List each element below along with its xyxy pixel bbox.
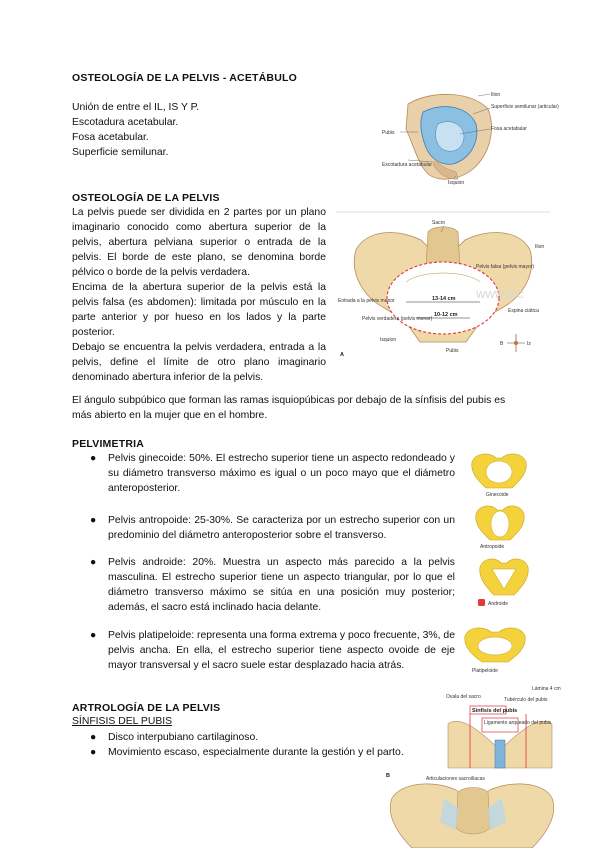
pelvis-figure: [336, 210, 550, 360]
fig-label-pelvis-falsa: Pelvis falsa (pelvis mayor): [476, 264, 535, 270]
osteologia-paragraph: Debajo se encuentra la pelvis verdadera, entrada a la pelvis, define el límite de otro plano imaginario denominado abertura inferior de la pelvis.: [72, 342, 326, 383]
compass-icon: [507, 334, 525, 352]
pelvimetria-text: Pelvis ginecoide: 50%. El estrecho superior tiene un aspecto redondeado y su diámetro transverso máximo es igual o un poco mayo que el diámetro anteroposterior.: [108, 453, 455, 494]
artrologia-item: [90, 745, 440, 760]
section-title-artrologia: ARTROLOGÍA DE LA PELVIS: [72, 702, 221, 714]
fig-label-top1: Ovala del sacro: [446, 694, 481, 700]
sinfisis-figure: [442, 684, 561, 768]
pelvimetria-text: Pelvis androide: 20%. Muestra un aspecto más parecido a la pelvis masculina. El estrecho superior tiene un aspecto triangular, por lo que el diámetro transverso máximo se sitúa en una posición muy posterior; además, el sacro está inclinado hacia delante.: [108, 557, 455, 613]
sinfisis-subtitle-text: SÍNFISIS DEL PUBIS: [72, 716, 173, 727]
video-icon: [478, 599, 485, 606]
fig-label-box2: Ligamento arqueado del pubis: [484, 720, 552, 726]
fig-label-antropoide: Antropoide: [480, 544, 505, 550]
acetabulo-line: Unión de entre el IL, IS Y P.: [72, 102, 200, 113]
fig-label-box1: Sínfisis del pubis: [472, 708, 518, 714]
fig-compass-iz: Iz: [527, 341, 531, 347]
fig-label-sacro: Sacro: [432, 220, 446, 226]
fig-label-ginecoide: Ginecoide: [486, 492, 509, 498]
fig-label-verdadera: Pelvis verdadera (pelvis menor): [362, 316, 433, 322]
fig-label-platipeloide: Platipeloide: [472, 668, 498, 674]
fig-label-espina: Espina ciática: [508, 308, 539, 314]
pelvis-antropoide-figure: [472, 500, 528, 550]
fig-label-escotadura: Escotadura acetabular: [382, 162, 433, 168]
fig-label-fosa: Fosa acetabular: [491, 126, 527, 132]
fig-label-artic: Articulaciones sacroilíacas: [426, 776, 485, 782]
pelvis-androide-figure: [476, 553, 532, 611]
pelvimetria-text: Pelvis antropoide: 25-30%. Se caracteriza por un estrecho superior con un predominio del diámetro anteroposterior sobre el transverso.: [108, 515, 455, 541]
section-title-acetabulo: OSTEOLOGÍA DE LA PELVIS - ACETÁBULO: [72, 72, 297, 84]
artrologia-item: [90, 730, 440, 745]
fig-label-top2: Tubérculo del pubis: [504, 697, 548, 703]
artrologia-text: Disco interpubiano cartilaginoso.: [108, 732, 259, 743]
pelvimetria-item: [90, 513, 455, 543]
bullet-icon: ●: [90, 515, 97, 526]
acetabulo-list: [72, 100, 372, 160]
section-title-osteologia: OSTEOLOGÍA DE LA PELVIS: [72, 192, 220, 204]
sacroiliac-figure: [382, 768, 558, 848]
fig-label-d1: 13-14 cm: [432, 296, 456, 302]
acetabulo-line: Escotadura acetabular.: [72, 117, 179, 128]
acetabulo-line: Fosa acetabular.: [72, 132, 149, 143]
pelvimetria-item: [90, 451, 455, 496]
fig-label-pubis: Pubis: [382, 130, 395, 136]
fig-label-entrada: Entrada a la pelvis menor: [338, 298, 395, 304]
bullet-icon: ●: [90, 747, 97, 758]
fig-label-androide: Androide: [488, 601, 509, 607]
artrologia-text: Movimiento escaso, especialmente durante la gestión y el parto.: [108, 747, 404, 758]
fig-label-pubis: Pubis: [446, 348, 459, 354]
osteologia-paragraph: Encima de la abertura superior de la pelvis está la pelvis falsa (es abdomen): limitada por músculo en la parte anterior y por hueso en los lados y la parte posterior.: [72, 282, 326, 338]
fig-label-ilion: Ilion: [491, 92, 501, 98]
pelvimetria-text: Pelvis platipeloide: representa una forma extrema y poco frecuente, 3%, de pelvis ancha. En ella, el estrecho superior tiene aspecto ovoide de eje mayor transversal y el sacro suele estar desplazado hacia atrás.: [108, 630, 455, 671]
fig-label-d2: 10-12 cm: [434, 312, 458, 318]
fig-watermark: www.lec: [476, 286, 524, 301]
fig-label-corner: Lámina 4 cm: [532, 686, 561, 692]
osteologia-paragraph: La pelvis puede ser dividida en 2 partes por un plano imaginario conocido como abertura superior de la pelvis, abertura pelviana superior o entrada de la pelvis. El borde de este plano, se denomina borde pélvico o borde de la pelvis verdadera.: [72, 207, 326, 278]
fig-panel-b: B: [386, 773, 390, 779]
pelvimetria-item: [90, 628, 455, 673]
sinfisis-subtitle: [72, 714, 172, 729]
fig-label-isquion: Isquion: [380, 337, 397, 343]
pelvis-ginecoide-figure: [468, 448, 530, 498]
bullet-icon: ●: [90, 630, 97, 641]
bullet-icon: ●: [90, 557, 97, 568]
acetabulum-figure: [378, 84, 559, 186]
fig-label-ilion: Ilion: [535, 244, 545, 250]
subpubic-paragraph: El ángulo subpúbico que forman las ramas isquiopúbicas por debajo de la sínfisis del pubis es más abierto en la mujer que en el hombre.: [72, 395, 506, 421]
bullet-icon: ●: [90, 453, 97, 464]
section-title-pelvimetria: PELVIMETRIA: [72, 438, 145, 450]
fig-label-isquion: Isquion: [448, 180, 465, 186]
osteologia-text: [72, 205, 326, 385]
pelvimetria-item: [90, 555, 455, 615]
pelvis-platipeloide-figure: [462, 622, 528, 674]
fig-panel-a: A: [340, 352, 344, 358]
fig-label-superficie: Superficie semilunar (articular): [491, 104, 559, 110]
fig-compass-b: B: [500, 341, 504, 347]
acetabulo-line: Superficie semilunar.: [72, 147, 169, 158]
bullet-icon: ●: [90, 732, 97, 743]
